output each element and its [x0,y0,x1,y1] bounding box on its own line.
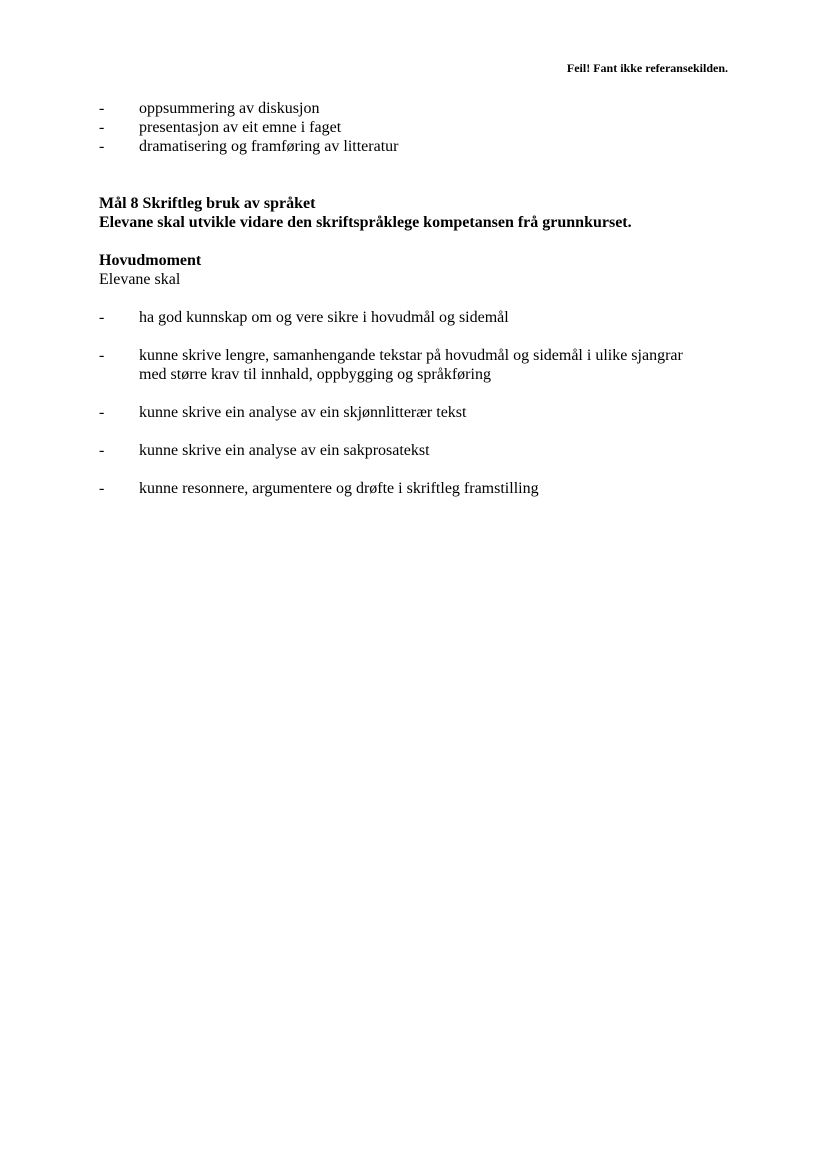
list-item-text: presentasjon av eit emne i faget [139,119,342,136]
list-item-text: oppsummering av diskusjon [139,100,320,117]
list-item-text: ha god kunnskap om og vere sikre i hovudmål og sidemål [139,309,509,326]
list-item-text-continuation: med større krav til innhald, oppbygging og språkføring [139,366,491,383]
list-item-text: kunne skrive ein analyse av ein sakprosatekst [139,442,430,459]
goal-heading-block [99,194,729,232]
list-item [99,99,729,118]
list-item [99,137,729,156]
goal-title: Mål 8 Skriftleg bruk av språket [99,195,316,212]
running-header: Feil! Fant ikke referansekilden. [566,61,728,75]
list-item [99,441,729,460]
list-item [99,479,729,498]
dash-bullet: - [99,442,105,459]
page-content [99,99,729,498]
list-item-text: kunne resonnere, argumentere og drøfte i skriftleg framstilling [139,480,539,497]
list-item-text: kunne skrive ein analyse av ein skjønnlitterær tekst [139,404,467,421]
dash-bullet: - [99,119,105,136]
goal-description: Elevane skal utvikle vidare den skriftspråklege kompetansen frå grunnkurset. [99,214,632,231]
list-item [99,308,729,327]
list-item [99,118,729,137]
dash-bullet: - [99,309,105,326]
list-item [99,346,729,384]
dash-bullet: - [99,347,105,364]
list-item [99,403,729,422]
dash-bullet: - [99,480,105,497]
main-points-list [99,308,729,498]
list-item-text: dramatisering og framføring av litteratur [139,138,399,155]
list-item-text: kunne skrive lengre, samanhengande tekstar på hovudmål og sidemål i ulike sjangrar [139,347,683,364]
dash-bullet: - [99,138,105,155]
dash-bullet: - [99,404,105,421]
dash-bullet: - [99,100,105,117]
main-points-heading: Hovudmoment [99,252,202,269]
discussion-list [99,99,729,156]
main-points-intro: Elevane skal [99,271,181,288]
